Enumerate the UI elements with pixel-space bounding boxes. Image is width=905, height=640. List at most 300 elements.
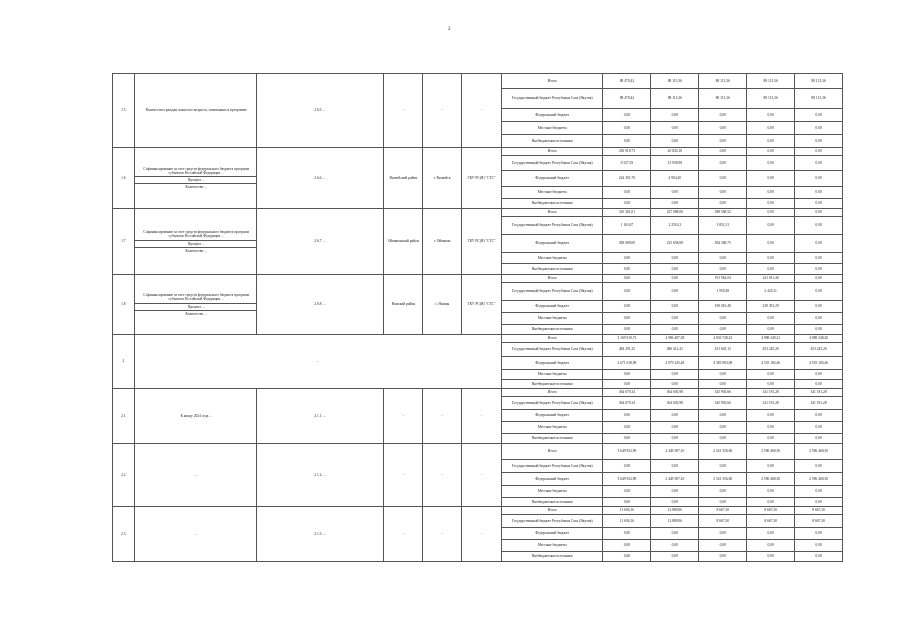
- funding-source-label: Внебюджетные источники: [501, 264, 603, 275]
- value-cell: 341 181,28: [747, 389, 795, 397]
- value-cell: 484 291,25: [603, 343, 651, 357]
- measure-cell: 2.6.6. ...: [256, 148, 384, 209]
- row-number: 1.6: [113, 148, 135, 209]
- table-row: [113, 148, 843, 156]
- funding-source-label: Местные бюджеты: [501, 540, 603, 552]
- value-cell: 0,00: [747, 171, 795, 187]
- value-cell: 8 667,30: [795, 507, 843, 515]
- value-cell: 0,00: [747, 552, 795, 562]
- value-cell: 0,00: [699, 460, 747, 473]
- funding-source-label: Внебюджетные источники: [501, 498, 603, 507]
- funding-source-label: Федеральный бюджет: [501, 301, 603, 313]
- page-number: 2: [448, 27, 451, 32]
- funding-source-label: Государственный бюджет Республики Саха (Якутия): [501, 156, 603, 171]
- row-number: 1.7: [113, 209, 135, 275]
- value-cell: 2 449 387,10: [651, 444, 699, 460]
- value-cell: 0,00: [651, 122, 699, 135]
- value-cell: 0,00: [603, 313, 651, 325]
- executor-cell: ГКУ РС(Я) "СТС": [462, 148, 502, 209]
- value-cell: 0,00: [699, 187, 747, 199]
- value-cell: 0,00: [795, 156, 843, 171]
- value-cell: 0,00: [699, 171, 747, 187]
- value-cell: 0,00: [603, 325, 651, 335]
- value-cell: 0,00: [603, 528, 651, 540]
- indicator-text: Софинансирование за счет средств федерального бюджета программ субъектов Российской Федерации ...: [143, 230, 249, 239]
- funding-source-label: Государственный бюджет Республики Саха (Якутия): [501, 515, 603, 528]
- indicator-text: Количество ...: [135, 247, 256, 254]
- funding-source-label: Местные бюджеты: [501, 422, 603, 434]
- value-cell: 0,00: [699, 325, 747, 335]
- value-cell: 0,00: [795, 498, 843, 507]
- indicator-text: Софинансирование за счет средств федерального бюджета программ субъектов Российской Федерации ...: [143, 293, 249, 302]
- value-cell: 0,00: [747, 156, 795, 171]
- value-cell: 4 904,20: [651, 171, 699, 187]
- value-cell: 364 679,34: [603, 397, 651, 410]
- value-cell: 0,00: [651, 109, 699, 122]
- executor-cell: -: [462, 74, 502, 148]
- indicator-text: Процент ...: [135, 303, 256, 310]
- funding-source-label: Итого: [501, 335, 603, 343]
- value-cell: 0,00: [651, 370, 699, 380]
- row-number: 2.3: [113, 507, 135, 562]
- value-cell: 2 596 468,30: [747, 444, 795, 460]
- value-cell: 309 089,00: [603, 235, 651, 253]
- value-cell: 0,00: [747, 540, 795, 552]
- row-number: 1.8: [113, 275, 135, 335]
- area-cell: -: [384, 389, 423, 444]
- value-cell: 0,00: [651, 199, 699, 209]
- value-cell: 486 412,41: [651, 343, 699, 357]
- value-cell: 0,00: [651, 313, 699, 325]
- value-cell: 0,00: [699, 380, 747, 389]
- value-cell: 0,00: [795, 528, 843, 540]
- value-cell: 2 250,21: [651, 217, 699, 235]
- value-cell: 0,00: [699, 498, 747, 507]
- value-cell: 0,00: [795, 325, 843, 335]
- value-cell: 0,00: [651, 552, 699, 562]
- funding-source-label: Внебюджетные источники: [501, 380, 603, 389]
- value-cell: 0,00: [795, 275, 843, 283]
- funding-source-label: Государственный бюджет Республики Саха (Якутия): [501, 397, 603, 410]
- indicator-text: Процент ...: [135, 240, 256, 247]
- table-row: [113, 209, 843, 217]
- value-cell: 0,00: [651, 275, 699, 283]
- value-cell: 388 568,52: [699, 209, 747, 217]
- value-cell: 0,00: [603, 199, 651, 209]
- value-cell: 0,00: [795, 422, 843, 434]
- value-cell: 341 181,28: [795, 397, 843, 410]
- value-cell: 0,00: [651, 283, 699, 301]
- value-cell: 0,00: [747, 434, 795, 444]
- value-cell: 0,00: [603, 540, 651, 552]
- value-cell: 4 535 184,46: [795, 357, 843, 370]
- funding-source-label: Федеральный бюджет: [501, 410, 603, 422]
- funding-source-label: Итого: [501, 444, 603, 460]
- value-cell: 2 596 468,30: [795, 473, 843, 486]
- value-cell: 0,00: [603, 552, 651, 562]
- value-cell: 0,00: [747, 217, 795, 235]
- area-cell: Оймяконский район: [384, 209, 423, 275]
- settlement-cell: -: [423, 74, 462, 148]
- value-cell: 0,00: [795, 434, 843, 444]
- value-cell: 1 959,48: [699, 283, 747, 301]
- value-cell: 0,00: [795, 253, 843, 264]
- value-cell: 345 903,66: [699, 389, 747, 397]
- settlement-cell: г. Оймякон: [423, 209, 462, 275]
- value-cell: 364 603,98: [651, 397, 699, 410]
- value-cell: 88 113,36: [651, 74, 699, 89]
- value-cell: 364 679,34: [603, 389, 651, 397]
- indicator-cell: [134, 209, 256, 275]
- value-cell: 0,00: [795, 313, 843, 325]
- value-cell: 0,00: [651, 486, 699, 498]
- indicator-text: Количество ...: [135, 183, 256, 190]
- value-cell: 453 245,26: [795, 343, 843, 357]
- value-cell: 0,00: [699, 434, 747, 444]
- value-cell: 0,00: [603, 460, 651, 473]
- value-cell: 2 449 387,10: [651, 473, 699, 486]
- value-cell: 225 658,08: [651, 235, 699, 253]
- value-cell: 2 671 618,98: [603, 357, 651, 370]
- funding-source-label: Итого: [501, 389, 603, 397]
- funding-source-label: Итого: [501, 148, 603, 156]
- value-cell: 0,00: [795, 187, 843, 199]
- value-cell: 0,00: [699, 552, 747, 562]
- area-cell: -: [384, 507, 423, 562]
- value-cell: 0,00: [603, 275, 651, 283]
- value-cell: 0,00: [795, 209, 843, 217]
- value-cell: 224 391,70: [603, 171, 651, 187]
- value-cell: 15 938,98: [651, 156, 699, 171]
- value-cell: 88 470,42: [603, 89, 651, 109]
- row-number: 2: [113, 335, 135, 389]
- value-cell: 0,00: [699, 422, 747, 434]
- value-cell: 0,00: [795, 460, 843, 473]
- value-cell: 0,00: [795, 283, 843, 301]
- row-number: 1.5: [113, 74, 135, 148]
- value-cell: 0,00: [651, 460, 699, 473]
- value-cell: 0,00: [603, 434, 651, 444]
- value-cell: 4 383 983,08: [699, 357, 747, 370]
- value-cell: 0,00: [651, 540, 699, 552]
- value-cell: 0,00: [651, 410, 699, 422]
- value-cell: 11 694,16: [603, 515, 651, 528]
- value-cell: 0,00: [699, 410, 747, 422]
- funding-source-label: Внебюджетные источники: [501, 199, 603, 209]
- executor-cell: -: [462, 444, 502, 507]
- value-cell: 310 301,01: [603, 209, 651, 217]
- funding-source-label: Федеральный бюджет: [501, 473, 603, 486]
- value-cell: 0,00: [747, 264, 795, 275]
- table-row: [113, 335, 843, 343]
- value-cell: 0,00: [747, 313, 795, 325]
- value-cell: 0,00: [603, 187, 651, 199]
- funding-source-label: Государственный бюджет Республики Саха (Якутия): [501, 89, 603, 109]
- value-cell: 227 088,00: [651, 209, 699, 217]
- value-cell: 0,00: [603, 370, 651, 380]
- funding-source-label: Федеральный бюджет: [501, 171, 603, 187]
- value-cell: 4 830 728,23: [699, 335, 747, 343]
- row-number: 2.2: [113, 444, 135, 507]
- funding-source-label: Внебюджетные источники: [501, 552, 603, 562]
- indicator-cell: [134, 389, 256, 444]
- value-cell: 0,00: [747, 253, 795, 264]
- funding-source-label: Государственный бюджет Республики Саха (Якутия): [501, 283, 603, 301]
- value-cell: 0,00: [795, 380, 843, 389]
- executor-cell: -: [462, 389, 502, 444]
- value-cell: 2 420,11: [747, 283, 795, 301]
- table-row: [113, 275, 843, 283]
- value-cell: 8 667,30: [747, 515, 795, 528]
- value-cell: 190 010,48: [699, 301, 747, 313]
- funding-source-label: Внебюджетные источники: [501, 135, 603, 148]
- value-cell: 0,00: [795, 552, 843, 562]
- settlement-cell: г. Вилюйск: [423, 148, 462, 209]
- value-cell: 341 181,28: [747, 397, 795, 410]
- value-cell: 0,00: [699, 135, 747, 148]
- settlement-cell: -: [423, 444, 462, 507]
- funding-source-label: Федеральный бюджет: [501, 235, 603, 253]
- funding-source-label: Федеральный бюджет: [501, 357, 603, 370]
- value-cell: 0,00: [747, 235, 795, 253]
- area-cell: Вилюйский район: [384, 148, 423, 209]
- value-cell: 0,00: [699, 486, 747, 498]
- value-cell: 0,00: [747, 109, 795, 122]
- value-cell: 4 988 249,21: [747, 335, 795, 343]
- budget-table: [112, 73, 843, 562]
- indicator-text: Софинансирование за счет средств федерального бюджета программ субъектов Российской Федерации ...: [143, 166, 249, 175]
- value-cell: 0,00: [699, 122, 747, 135]
- value-cell: 0,00: [795, 264, 843, 275]
- funding-source-label: Итого: [501, 209, 603, 217]
- value-cell: 88 113,36: [747, 89, 795, 109]
- table-body: [113, 74, 843, 562]
- funding-source-label: Местные бюджеты: [501, 187, 603, 199]
- value-cell: 0,00: [699, 528, 747, 540]
- indicator-cell: [134, 74, 256, 148]
- settlement-cell: -: [423, 507, 462, 562]
- value-cell: 2 596 468,30: [795, 444, 843, 460]
- funding-source-label: Федеральный бюджет: [501, 528, 603, 540]
- value-cell: 453 245,26: [747, 343, 795, 357]
- value-cell: 0,00: [651, 187, 699, 199]
- value-cell: 88 113,36: [795, 74, 843, 89]
- value-cell: 0,00: [603, 301, 651, 313]
- value-cell: 11 694,16: [603, 507, 651, 515]
- funding-source-label: Внебюджетные источники: [501, 434, 603, 444]
- value-cell: 239 391,29: [747, 301, 795, 313]
- value-cell: 0,00: [651, 498, 699, 507]
- value-cell: 0,00: [651, 422, 699, 434]
- value-cell: 0,00: [603, 380, 651, 389]
- indicator-text: Процент ...: [135, 176, 256, 183]
- value-cell: 0,00: [795, 486, 843, 498]
- value-cell: 0,00: [699, 370, 747, 380]
- value-cell: 341 181,28: [795, 389, 843, 397]
- value-cell: 4 079 245,48: [651, 357, 699, 370]
- value-cell: 230 918,73: [603, 148, 651, 156]
- measure-cell: 2.1.1. ...: [256, 389, 384, 444]
- value-cell: 0,00: [795, 122, 843, 135]
- value-cell: 0,00: [795, 109, 843, 122]
- value-cell: 0,00: [795, 301, 843, 313]
- value-cell: 0,00: [747, 187, 795, 199]
- settlement-cell: с. Намцы: [423, 275, 462, 335]
- funding-source-label: Местные бюджеты: [501, 313, 603, 325]
- value-cell: 12 889,06: [651, 515, 699, 528]
- value-cell: 0,00: [747, 486, 795, 498]
- value-cell: 0,00: [747, 122, 795, 135]
- value-cell: 3 169 910,73: [603, 335, 651, 343]
- value-cell: 4 988 248,20: [795, 335, 843, 343]
- funding-source-label: Итого: [501, 275, 603, 283]
- funding-source-label: Итого: [501, 507, 603, 515]
- table-row: [113, 444, 843, 460]
- value-cell: 1 163,67: [603, 217, 651, 235]
- value-cell: 0,00: [795, 217, 843, 235]
- value-cell: 88 470,42: [603, 74, 651, 89]
- funding-source-label: Федеральный бюджет: [501, 109, 603, 122]
- value-cell: 20 843,18: [651, 148, 699, 156]
- indicator-cell: [134, 444, 256, 507]
- value-cell: 0,00: [795, 135, 843, 148]
- table-row: [113, 74, 843, 89]
- value-cell: 0,00: [795, 410, 843, 422]
- section-title: ...: [134, 335, 501, 389]
- value-cell: 345 903,66: [699, 397, 747, 410]
- value-cell: 0,00: [747, 135, 795, 148]
- value-cell: 0,00: [795, 540, 843, 552]
- area-cell: Намский район: [384, 275, 423, 335]
- value-cell: 0,00: [651, 528, 699, 540]
- value-cell: 0,00: [795, 370, 843, 380]
- value-cell: 88 113,36: [651, 89, 699, 109]
- value-cell: 0,00: [651, 434, 699, 444]
- value-cell: 0,00: [699, 109, 747, 122]
- value-cell: 0,00: [747, 460, 795, 473]
- executor-cell: ГКУ РС(Я) "СТС": [462, 209, 502, 275]
- value-cell: 241 811,40: [747, 275, 795, 283]
- value-cell: 3 649 932,90: [603, 473, 651, 486]
- settlement-cell: -: [423, 389, 462, 444]
- indicator-text: Количество граждан пожилого возраста, охваченных в программе: [145, 108, 247, 113]
- value-cell: 0,00: [747, 199, 795, 209]
- value-cell: 4 986 487,38: [651, 335, 699, 343]
- value-cell: 2 541 356,60: [699, 473, 747, 486]
- funding-source-label: Государственный бюджет Республики Саха (Якутия): [501, 343, 603, 357]
- indicator-cell: [134, 275, 256, 335]
- value-cell: 0,00: [747, 380, 795, 389]
- value-cell: 0,00: [603, 422, 651, 434]
- executor-cell: ГКУ РС(Я) "СТС": [462, 275, 502, 335]
- funding-source-label: Итого: [501, 74, 603, 89]
- value-cell: 0,00: [699, 148, 747, 156]
- value-cell: 0,00: [603, 264, 651, 275]
- value-cell: 0,00: [651, 135, 699, 148]
- value-cell: 0,00: [747, 370, 795, 380]
- indicator-cell: [134, 148, 256, 209]
- value-cell: 0,00: [603, 135, 651, 148]
- measure-cell: 2.6.8. ...: [256, 275, 384, 335]
- value-cell: 0,00: [651, 380, 699, 389]
- value-cell: 88 113,36: [795, 89, 843, 109]
- funding-source-label: Местные бюджеты: [501, 486, 603, 498]
- measure-cell: 2.6.5. ...: [256, 74, 384, 148]
- indicator-cell: [134, 507, 256, 562]
- value-cell: 0,00: [651, 253, 699, 264]
- value-cell: 0,00: [699, 199, 747, 209]
- value-cell: 0,00: [699, 156, 747, 171]
- measure-cell: 2.1.2. ...: [256, 444, 384, 507]
- value-cell: 0,00: [699, 313, 747, 325]
- value-cell: 0,00: [747, 528, 795, 540]
- value-cell: 0,00: [603, 122, 651, 135]
- area-cell: -: [384, 74, 423, 148]
- value-cell: 0,00: [747, 410, 795, 422]
- row-number: 2.1: [113, 389, 135, 444]
- value-cell: 431 645,13: [699, 343, 747, 357]
- value-cell: 0,00: [795, 171, 843, 187]
- measure-cell: 2.6.7. ...: [256, 209, 384, 275]
- funding-source-label: Местные бюджеты: [501, 253, 603, 264]
- value-cell: 2 541 356,60: [699, 444, 747, 460]
- value-cell: 0,00: [603, 410, 651, 422]
- value-cell: 0,00: [699, 540, 747, 552]
- value-cell: 0,00: [699, 264, 747, 275]
- area-cell: -: [384, 444, 423, 507]
- value-cell: 0,00: [651, 301, 699, 313]
- value-cell: 0,00: [795, 148, 843, 156]
- value-cell: 4 535 184,46: [747, 357, 795, 370]
- value-cell: 0,00: [651, 264, 699, 275]
- value-cell: 0,00: [747, 498, 795, 507]
- value-cell: 0,00: [603, 109, 651, 122]
- indicator-text: К концу 2024 года ...: [180, 413, 212, 418]
- value-cell: 191 962,04: [699, 275, 747, 283]
- value-cell: 3 649 932,90: [603, 444, 651, 460]
- value-cell: 0,00: [603, 498, 651, 507]
- value-cell: 0,00: [747, 209, 795, 217]
- value-cell: 3 851,31: [699, 217, 747, 235]
- measure-cell: 2.1.3. ...: [256, 507, 384, 562]
- value-cell: 0,00: [603, 283, 651, 301]
- value-cell: 88 113,36: [747, 74, 795, 89]
- funding-source-label: Местные бюджеты: [501, 370, 603, 380]
- value-cell: 0,00: [603, 253, 651, 264]
- value-cell: 0,00: [699, 253, 747, 264]
- value-cell: 12 889,06: [651, 507, 699, 515]
- value-cell: 8 667,30: [795, 515, 843, 528]
- table-row: [113, 389, 843, 397]
- value-cell: 2 596 468,30: [747, 473, 795, 486]
- value-cell: 6 527,03: [603, 156, 651, 171]
- funding-source-label: Государственный бюджет Республики Саха (Якутия): [501, 217, 603, 235]
- funding-source-label: Внебюджетные источники: [501, 325, 603, 335]
- value-cell: 0,00: [603, 486, 651, 498]
- funding-source-label: Государственный бюджет Республики Саха (Якутия): [501, 460, 603, 473]
- value-cell: 0,00: [651, 325, 699, 335]
- value-cell: 384 368,75: [699, 235, 747, 253]
- value-cell: 88 113,36: [699, 89, 747, 109]
- indicator-text: ...: [194, 472, 198, 477]
- value-cell: 0,00: [795, 235, 843, 253]
- value-cell: 0,00: [747, 325, 795, 335]
- table-row: [113, 507, 843, 515]
- funding-source-label: Местные бюджеты: [501, 122, 603, 135]
- value-cell: 364 603,98: [651, 389, 699, 397]
- value-cell: 8 667,30: [747, 507, 795, 515]
- value-cell: 8 667,30: [699, 507, 747, 515]
